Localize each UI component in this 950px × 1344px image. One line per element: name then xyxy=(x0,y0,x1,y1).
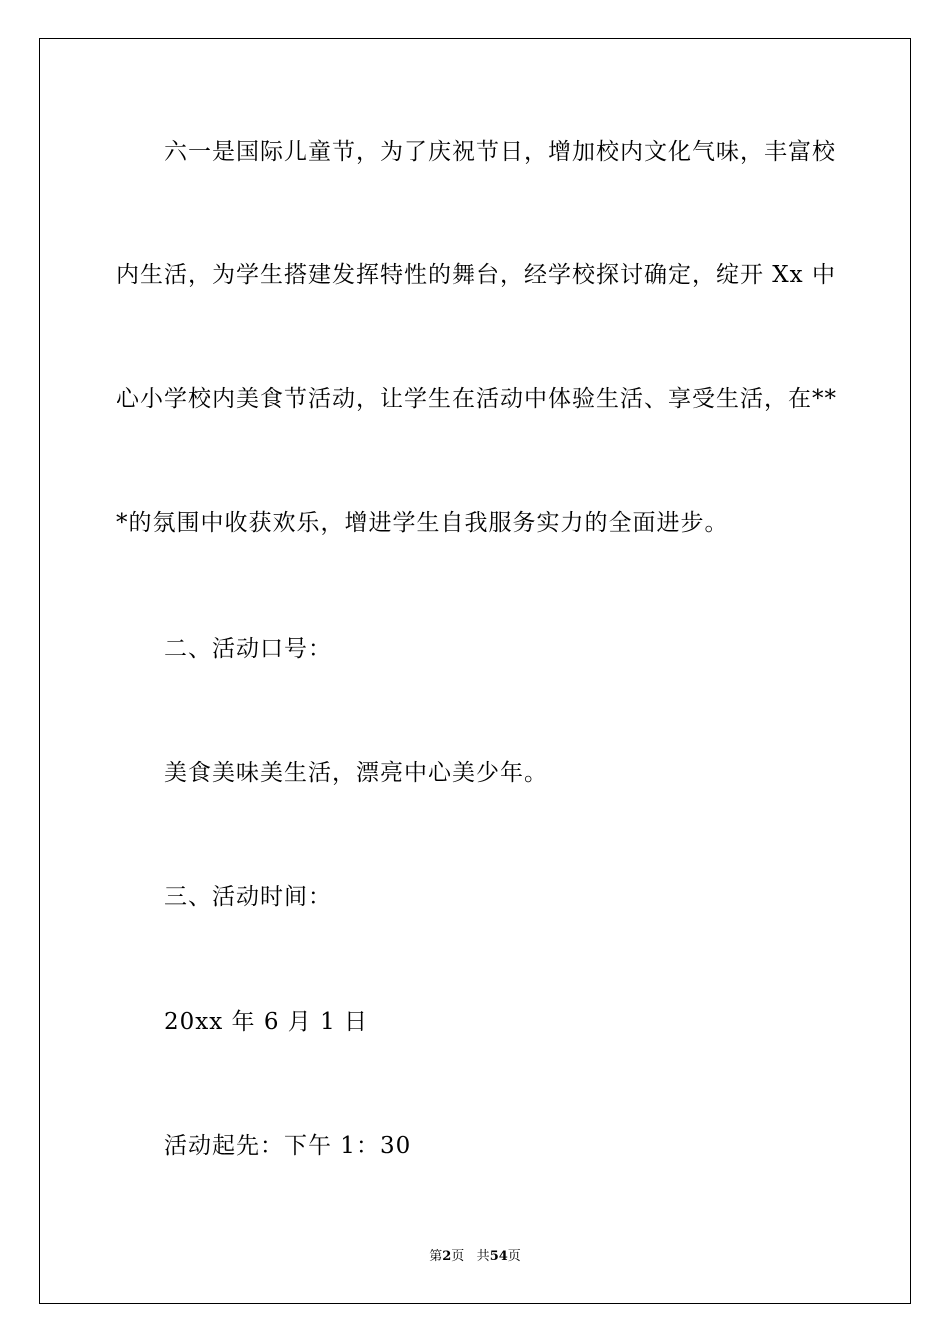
footer-total-prefix: 共 xyxy=(476,1249,490,1264)
footer-page-suffix: 页 xyxy=(451,1249,465,1264)
page-footer xyxy=(0,1248,950,1266)
activity-date: 20xx 年 6 月 1 日 xyxy=(164,1009,369,1035)
footer-prefix: 第 xyxy=(429,1249,443,1264)
activity-start-time: 活动起先：下午 1：30 xyxy=(164,1133,412,1159)
footer-total-suffix: 页 xyxy=(507,1249,521,1264)
paragraph-line-3: 心小学校内美食节活动，让学生在活动中体验生活、享受生活，在** xyxy=(116,386,837,412)
paragraph-line-1: 六一是国际儿童节，为了庆祝节日，增加校内文化气味，丰富校 xyxy=(164,139,836,165)
total-pages-number: 54 xyxy=(489,1249,508,1264)
section-heading-time: 三、活动时间： xyxy=(164,884,332,910)
section-heading-slogan: 二、活动口号： xyxy=(164,636,332,662)
current-page-number: 2 xyxy=(442,1249,452,1264)
paragraph-line-4: *的氛围中收获欢乐，增进学生自我服务实力的全面进步。 xyxy=(116,510,729,536)
paragraph-line-2: 内生活，为学生搭建发挥特性的舞台，经学校探讨确定，绽开 Xx 中 xyxy=(116,262,836,288)
page-border xyxy=(39,38,911,1304)
slogan-text: 美食美味美生活，漂亮中心美少年。 xyxy=(164,760,548,786)
